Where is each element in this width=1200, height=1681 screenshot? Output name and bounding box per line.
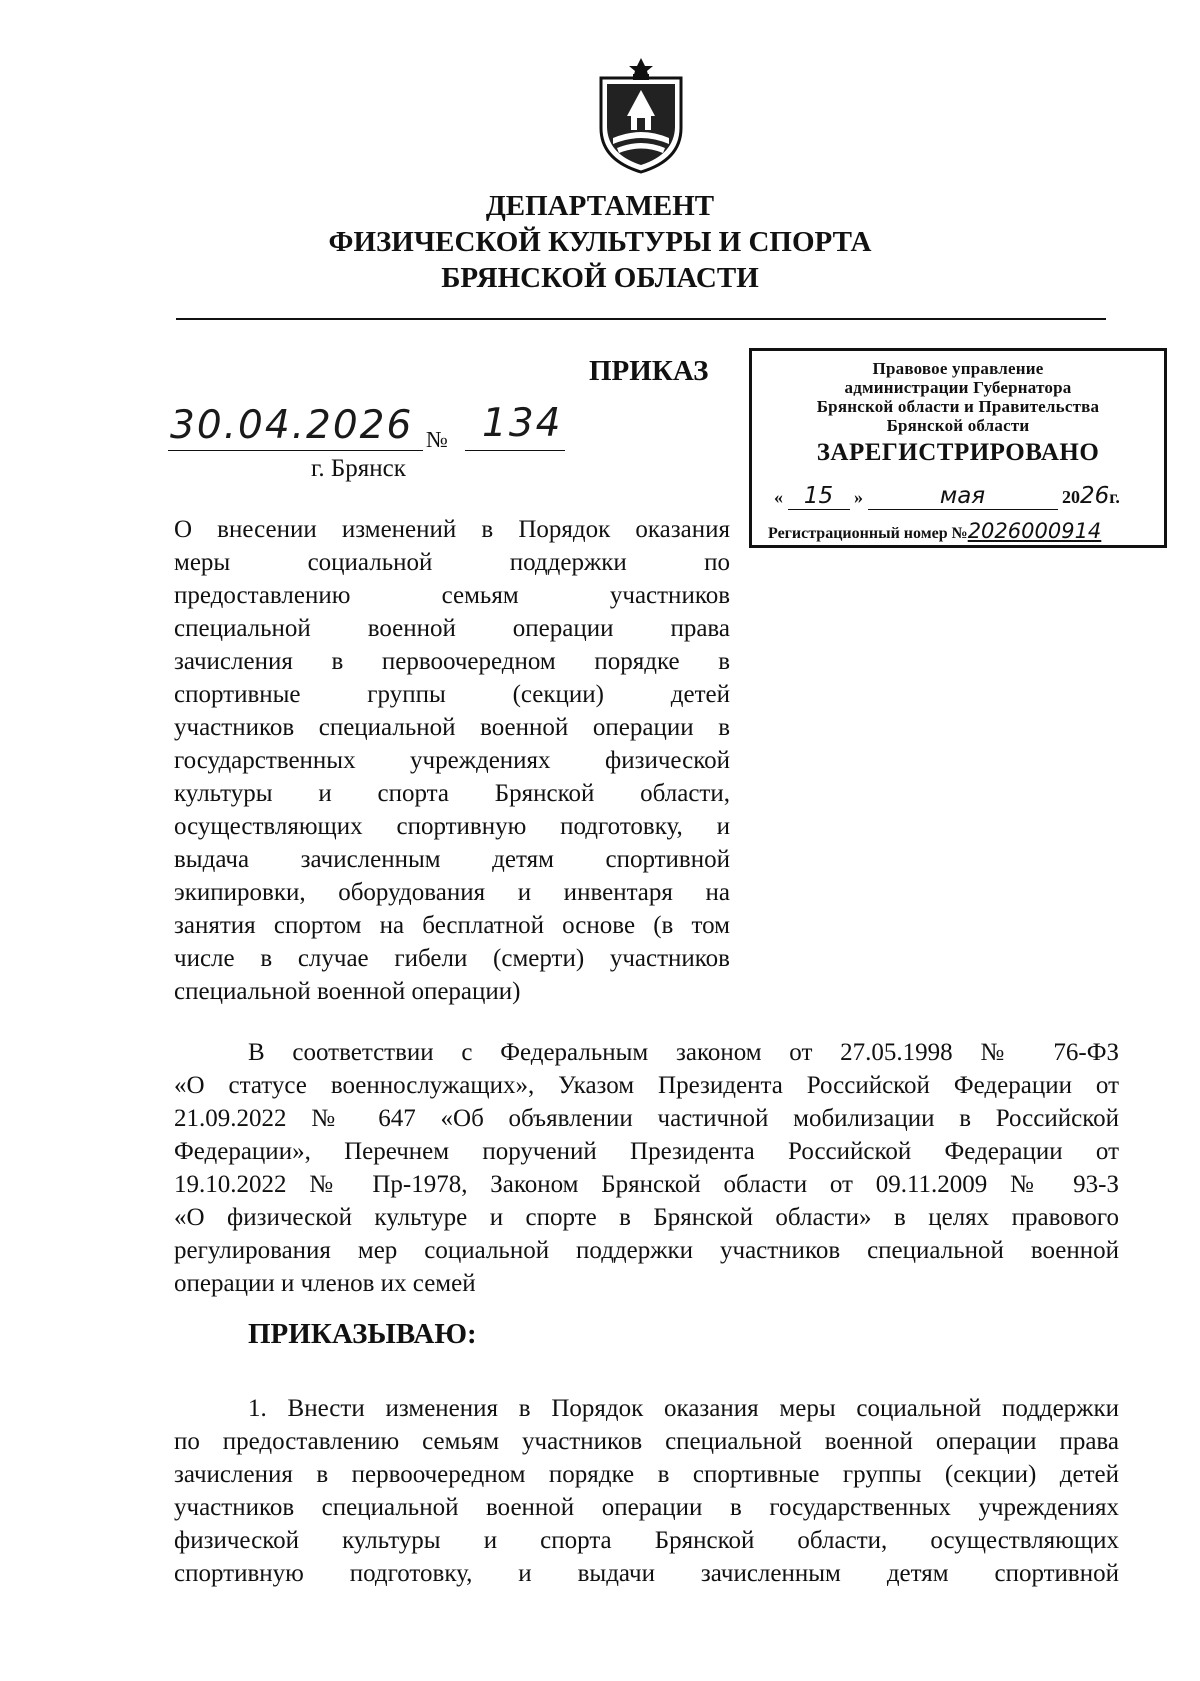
stamp-reg-label: Регистрационный номер № <box>768 525 968 542</box>
subject-line: государственных учреждениях физической <box>174 747 730 774</box>
order-title: ПРИКАЗ <box>589 355 709 387</box>
subject-line: выдача зачисленным детям спортивной <box>174 846 730 873</box>
stamp-open-quote: « <box>774 487 783 507</box>
subject-line: занятия спортом на бесплатной основе (в том <box>174 912 730 939</box>
stamp-year-g: г. <box>1109 487 1120 507</box>
point1-line: спортивную подготовку, и выдачи зачисленным детям спортивной <box>174 1560 1119 1587</box>
subject-line: числе в случае гибели (смерти) участников <box>174 945 730 972</box>
subject-line: экипировки, оборудования и инвентаря на <box>174 879 730 906</box>
subject-line: меры социальной поддержки по <box>174 549 730 576</box>
order-subject <box>174 513 730 1008</box>
preamble-line: операции и членов их семей <box>174 1270 476 1297</box>
stamp-reg-number <box>768 519 1168 543</box>
subject-line: спортивные группы (секции) детей <box>174 681 730 708</box>
stamp-reg-value: 2026000914 <box>967 519 1102 543</box>
number-underline <box>465 450 565 451</box>
preamble-line: регулирования мер социальной поддержки участников специальной военной <box>174 1237 1119 1264</box>
order-city: г. Брянск <box>311 455 406 482</box>
stamp-close-quote: » <box>854 487 863 507</box>
preamble-line: В соответствии с Федеральным законом от 27.05.1998 № 76-ФЗ <box>248 1039 1119 1066</box>
number-sign: № <box>426 427 448 452</box>
header-divider <box>176 318 1106 320</box>
subject-line: специальной военной операции права <box>174 615 730 642</box>
stamp-line-1: Правовое управление <box>872 359 1044 378</box>
point1-line: зачисления в первоочередном порядке в спортивные группы (секции) детей <box>174 1461 1119 1488</box>
department-line-1: ДЕПАРТАМЕНТ <box>485 190 715 222</box>
registration-stamp <box>749 348 1167 548</box>
subject-line: предоставлению семьям участников <box>174 582 730 609</box>
subject-line: О внесении изменений в Порядок оказания <box>174 516 730 543</box>
preamble-line: 21.09.2022 № 647 «Об объявлении частичной мобилизации в Российской <box>174 1105 1119 1132</box>
subject-line: специальной военной операции) <box>174 978 521 1005</box>
subject-line: осуществляющих спортивную подготовку, и <box>174 813 730 840</box>
stamp-line-3: Брянской области и Правительства <box>816 397 1100 416</box>
preamble-line: «О физической культуре и спорте в Брянской области» в целях правового <box>174 1204 1119 1231</box>
stamp-day: 15 <box>788 483 850 510</box>
order-directive-word: ПРИКАЗЫВАЮ: <box>248 1318 477 1350</box>
order-number: 134 <box>482 401 563 446</box>
order-date: 30.04.2026 <box>170 403 414 448</box>
order-point-1 <box>174 1392 1119 1590</box>
point1-line: физической культуры и спорта Брянской области, осуществляющих <box>174 1527 1119 1554</box>
subject-line: культуры и спорта Брянской области, <box>174 780 730 807</box>
preamble-line: Федерации», Перечнем поручений Президента Российской Федерации от <box>174 1138 1119 1165</box>
coat-of-arms <box>597 56 685 174</box>
department-header <box>250 188 950 296</box>
stamp-line-2: администрации Губернатора <box>844 378 1072 397</box>
preamble-paragraph <box>174 1036 1119 1300</box>
stamp-year-suffix: 26 <box>1080 483 1110 509</box>
stamp-date <box>774 483 1154 513</box>
preamble-line: 19.10.2022 № Пр-1978, Законом Брянской области от 09.11.2009 № 93-З <box>174 1171 1119 1198</box>
stamp-line-4: Брянской области <box>886 416 1030 435</box>
stamp-registered: ЗАРЕГИСТРИРОВАНО <box>816 439 1100 466</box>
point1-line: участников специальной военной операции в государственных учреждениях <box>174 1494 1119 1521</box>
stamp-year-prefix: 20 <box>1062 487 1080 507</box>
bryansk-coat-of-arms-icon <box>597 56 685 174</box>
subject-line: участников специальной военной операции в <box>174 714 730 741</box>
preamble-line: «О статусе военнослужащих», Указом Президента Российской Федерации от <box>174 1072 1119 1099</box>
stamp-month: мая <box>868 483 1058 510</box>
point1-line: по предоставлению семьям участников специальной военной операции права <box>174 1428 1119 1455</box>
subject-line: зачисления в первоочередном порядке в <box>174 648 730 675</box>
department-line-3: БРЯНСКОЙ ОБЛАСТИ <box>441 262 759 294</box>
date-underline <box>168 450 423 451</box>
department-line-2: ФИЗИЧЕСКОЙ КУЛЬТУРЫ И СПОРТА <box>328 226 872 258</box>
point1-line: 1. Внести изменения в Порядок оказания меры социальной поддержки <box>248 1395 1119 1422</box>
